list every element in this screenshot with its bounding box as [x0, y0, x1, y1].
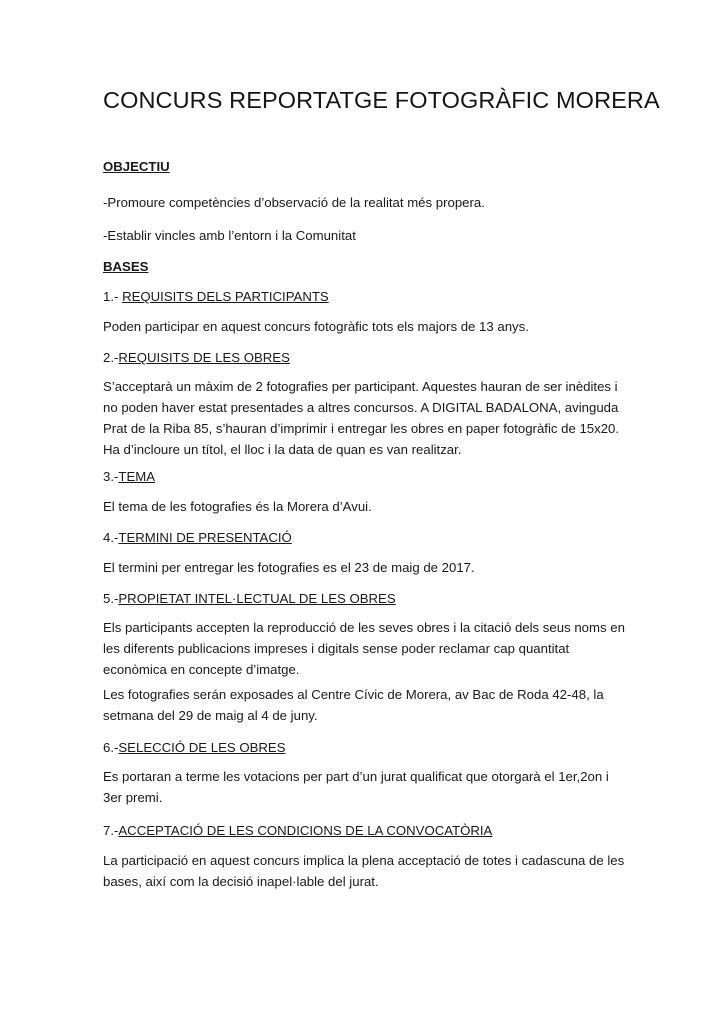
objectiu-item: -Establir vincles amb l’entorn i la Comunitat — [103, 228, 356, 243]
section-title: REQUISITS DE LES OBRES — [118, 350, 290, 365]
section-number: 1.- — [103, 289, 123, 304]
section-paragraph: Poden participar en aquest concurs fotogràfic tots els majors de 13 anys. — [103, 319, 529, 334]
section-title: PROPIETAT INTEL·LECTUAL DE LES OBRES — [118, 591, 396, 606]
section-paragraph: La participació en aquest concurs implica la plena acceptació de totes i cadascuna de les bases, així com la decisió inapel·lable del jurat. — [103, 853, 625, 889]
section-paragraph: Els participants accepten la reproducció de les seves obres i la citació dels seus noms en les diferents publicacions impreses i digitals sense poder reclamar cap quantitat econòmica en concepte d’imatge. — [103, 620, 625, 677]
section-paragraph: Es portaran a terme les votacions per part d’un jurat qualificat que otorgarà el 1er,2on i 3er premi. — [103, 769, 609, 805]
section-number: 4.- — [103, 530, 119, 545]
section-heading — [103, 820, 627, 841]
section-paragraph: El tema de les fotografies és la Morera d’Avui. — [103, 499, 372, 514]
section-heading — [103, 527, 627, 548]
section-paragraph: S’acceptarà un màxim de 2 fotografies per participant. Aquestes hauran de ser inèdites i no poden haver estat presentades a altres concursos. A DIGITAL BADALONA, avinguda Prat de la Riba 85, s’hauran d’imprimir i entregar les obres en paper fotogràfic de 15x20. Ha d’incloure un títol, el lloc i la data de quan es van realitzar. — [103, 379, 620, 457]
document-title: CONCURS REPORTATGE FOTOGRÀFIC MORERA — [103, 87, 660, 113]
section-number: 2.- — [103, 350, 119, 365]
section-paragraph: El termini per entregar les fotografies es el 23 de maig de 2017. — [103, 560, 475, 575]
section-title: ACCEPTACIÓ DE LES CONDICIONS DE LA CONVOCATÒRIA — [118, 823, 493, 838]
section-heading — [103, 286, 627, 307]
section-heading — [103, 347, 627, 368]
section-title: SELECCIÓ DE LES OBRES — [118, 740, 286, 755]
section-number: 7.- — [103, 823, 119, 838]
section-heading — [103, 737, 627, 758]
section-title: REQUISITS DELS PARTICIPANTS — [122, 289, 329, 304]
section-number: 3.- — [103, 469, 119, 484]
objectiu-heading: OBJECTIU — [103, 159, 170, 174]
section-heading — [103, 588, 627, 609]
objectiu-item: -Promoure competències d’observació de la realitat més propera. — [103, 195, 485, 210]
section-number: 6.- — [103, 740, 119, 755]
section-heading — [103, 466, 627, 487]
section-title: TERMINI DE PRESENTACIÓ — [118, 530, 292, 545]
section-paragraph: Les fotografies serán exposades al Centre Cívic de Morera, av Bac de Roda 42-48, la setmana del 29 de maig al 4 de juny. — [103, 687, 604, 723]
bases-heading: BASES — [103, 259, 149, 274]
section-number: 5.- — [103, 591, 119, 606]
section-title: TEMA — [118, 469, 156, 484]
